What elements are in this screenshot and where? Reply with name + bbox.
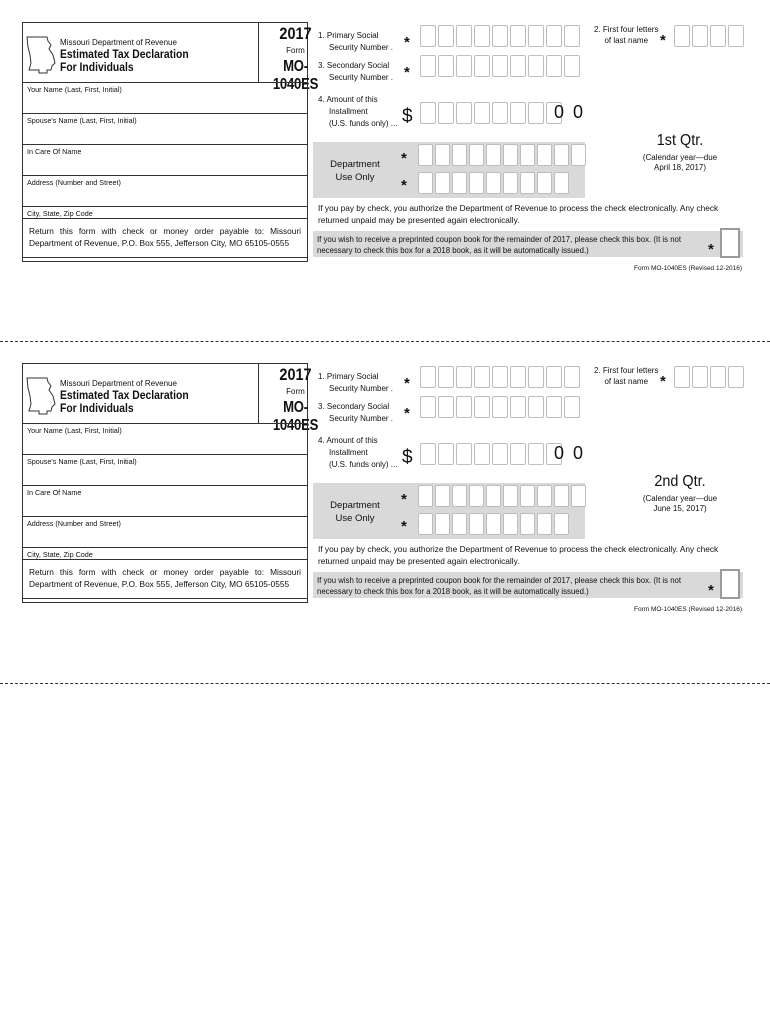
city-state-zip-field[interactable]: City, State, Zip Code: [27, 209, 93, 218]
entry-box: [571, 485, 586, 507]
entry-box: [520, 172, 535, 194]
entry-box[interactable]: [420, 443, 436, 465]
entry-box: [537, 485, 552, 507]
entry-box: [486, 144, 501, 166]
entry-box: [554, 513, 569, 535]
entry-box[interactable]: [528, 25, 544, 47]
cut-line: [0, 683, 770, 684]
entry-box[interactable]: [510, 55, 526, 77]
tax-year: 2017: [279, 24, 312, 43]
entry-box[interactable]: [510, 366, 526, 388]
entry-box[interactable]: [674, 25, 690, 47]
amount-label: 4. Amount of this Installment (U.S. funds only) ...: [318, 95, 398, 128]
entry-box: [435, 513, 450, 535]
dollar-sign: $: [402, 447, 413, 468]
check-authorization-text: If you pay by check, you authorize the Department of Revenue to process the check electronically. Any check returned unpaid may be presented again electronically.: [318, 544, 719, 566]
form-number: MO-1040ES: [272, 58, 319, 93]
entry-box[interactable]: [492, 396, 508, 418]
entry-box[interactable]: [510, 396, 526, 418]
entry-box[interactable]: [510, 443, 526, 465]
entry-box: [503, 172, 518, 194]
entry-box[interactable]: [564, 396, 580, 418]
entry-box: [503, 513, 518, 535]
entry-box[interactable]: [492, 443, 508, 465]
cents-value: 0 0: [554, 443, 586, 463]
entry-box[interactable]: [492, 25, 508, 47]
entry-box[interactable]: [456, 443, 472, 465]
voucher-2: [0, 363, 770, 683]
entry-box[interactable]: [528, 366, 544, 388]
form-title: Estimated Tax Declaration For Individuals: [60, 390, 189, 415]
entry-box[interactable]: [528, 102, 544, 124]
return-instructions: Return this form with check or money order payable to: Missouri Department of Revenue, P.O. Box 555, Jefferson City, MO 65105-0555: [22, 218, 308, 262]
entry-box: [503, 485, 518, 507]
primary-ssn-boxes[interactable]: [420, 25, 582, 47]
dept-use-boxes-1: [418, 485, 588, 507]
secondary-ssn-label: 3. Secondary Social Security Number .: [318, 61, 394, 82]
form-label: Form: [286, 46, 305, 55]
entry-box[interactable]: [474, 25, 490, 47]
cut-line: [0, 341, 770, 342]
required-star: *: [404, 64, 410, 81]
entry-box[interactable]: [474, 396, 490, 418]
quarter-label: 2nd Qtr.: [654, 473, 706, 490]
last-name-letters-label: 2. First four letters of last name: [594, 25, 659, 45]
entry-box: [418, 144, 433, 166]
entry-box[interactable]: [456, 396, 472, 418]
tax-year: 2017: [279, 365, 312, 384]
required-star: *: [401, 518, 407, 535]
department-use-label: Department Use Only: [330, 159, 380, 183]
due-date: (Calendar year—due June 15, 2017): [642, 494, 718, 513]
entry-box: [435, 172, 450, 194]
entry-box: [554, 172, 569, 194]
required-star: *: [660, 32, 666, 49]
entry-box[interactable]: [510, 102, 526, 124]
entry-box: [435, 485, 450, 507]
due-date: (Calendar year—due April 18, 2017): [642, 153, 718, 172]
required-star: *: [404, 405, 410, 422]
entry-box[interactable]: [564, 55, 580, 77]
voucher-1: [0, 22, 770, 342]
form-label: Form: [286, 387, 305, 396]
entry-box[interactable]: [438, 102, 454, 124]
entry-box[interactable]: [674, 366, 690, 388]
entry-box[interactable]: [456, 55, 472, 77]
entry-box: [486, 485, 501, 507]
entry-box[interactable]: [438, 396, 454, 418]
coupon-request-text: If you wish to receive a preprinted coupon book for the remainder of 2017, please check this box. (It is not necessary to check this box for a 2018 book, as it will be automatically issued.): [317, 576, 682, 596]
primary-ssn-label: 1. Primary Social Security Number .: [318, 372, 394, 393]
entry-box[interactable]: [420, 102, 436, 124]
coupon-book-checkbox[interactable]: [720, 228, 740, 258]
required-star: *: [404, 375, 410, 392]
entry-box[interactable]: [692, 366, 708, 388]
entry-box[interactable]: [728, 366, 744, 388]
department-name: Missouri Department of Revenue: [60, 379, 177, 388]
entry-box[interactable]: [420, 25, 436, 47]
entry-box[interactable]: [474, 366, 490, 388]
dept-use-boxes-1: [418, 144, 588, 166]
form-number: MO-1040ES: [272, 399, 319, 434]
entry-box[interactable]: [528, 443, 544, 465]
care-of-field[interactable]: In Care Of Name: [23, 145, 307, 176]
required-star: *: [401, 150, 407, 167]
entry-box: [520, 485, 535, 507]
entry-box: [452, 485, 467, 507]
entry-box[interactable]: [492, 366, 508, 388]
entry-box[interactable]: [492, 102, 508, 124]
required-star: *: [660, 373, 666, 390]
entry-box: [520, 513, 535, 535]
entry-box[interactable]: [564, 366, 580, 388]
entry-box[interactable]: [474, 102, 490, 124]
entry-box: [452, 172, 467, 194]
dept-use-boxes-2: [418, 172, 571, 194]
amount-boxes[interactable]: [420, 443, 564, 465]
quarter-label: 1st Qtr.: [656, 132, 704, 149]
entry-box: [452, 513, 467, 535]
entry-box[interactable]: [710, 366, 726, 388]
entry-box[interactable]: [546, 366, 562, 388]
required-star: *: [708, 582, 714, 599]
entry-box[interactable]: [420, 366, 436, 388]
last-name-letter-boxes[interactable]: [674, 25, 746, 47]
entry-box: [486, 172, 501, 194]
entry-box: [469, 513, 484, 535]
return-instructions: Return this form with check or money order payable to: Missouri Department of Revenue, P.O. Box 555, Jefferson City, MO 65105-0555: [22, 559, 308, 603]
entry-box[interactable]: [492, 55, 508, 77]
entry-box[interactable]: [474, 443, 490, 465]
dept-use-boxes-2: [418, 513, 571, 535]
department-name: Missouri Department of Revenue: [60, 38, 177, 47]
dollar-sign: $: [402, 106, 413, 127]
entry-box: [418, 172, 433, 194]
required-star: *: [401, 491, 407, 508]
your-name-field[interactable]: Your Name (Last, First, Initial): [23, 83, 307, 114]
check-authorization-text: If you pay by check, you authorize the Department of Revenue to process the check electronically. Any check returned unpaid may be presented again electronically.: [318, 203, 719, 225]
form-revision: Form MO-1040ES (Revised 12-2016): [633, 265, 742, 272]
secondary-ssn-boxes[interactable]: [420, 396, 582, 418]
secondary-ssn-label: 3. Secondary Social Security Number .: [318, 402, 394, 423]
entry-box: [418, 513, 433, 535]
missouri-state-icon: [25, 374, 57, 416]
amount-label: 4. Amount of this Installment (U.S. funds only) ...: [318, 436, 398, 469]
entry-box[interactable]: [510, 25, 526, 47]
entry-box: [554, 485, 569, 507]
entry-box: [537, 513, 552, 535]
your-name-field[interactable]: Your Name (Last, First, Initial): [23, 424, 307, 455]
entry-box: [452, 144, 467, 166]
entry-box[interactable]: [728, 25, 744, 47]
entry-box: [520, 144, 535, 166]
entry-box[interactable]: [564, 25, 580, 47]
care-of-field[interactable]: In Care Of Name: [23, 486, 307, 517]
entry-box: [418, 485, 433, 507]
amount-boxes[interactable]: [420, 102, 564, 124]
form-revision: Form MO-1040ES (Revised 12-2016): [633, 606, 742, 613]
required-star: *: [404, 34, 410, 51]
last-name-letter-boxes[interactable]: [674, 366, 746, 388]
entry-box[interactable]: [456, 25, 472, 47]
entry-box: [503, 144, 518, 166]
coupon-request-text: If you wish to receive a preprinted coupon book for the remainder of 2017, please check this box. (It is not necessary to check this box for a 2018 book, as it will be automatically issued.): [317, 235, 682, 255]
entry-box[interactable]: [420, 55, 436, 77]
entry-box: [537, 172, 552, 194]
city-state-zip-field[interactable]: City, State, Zip Code: [27, 550, 93, 559]
entry-box: [469, 485, 484, 507]
entry-box[interactable]: [546, 396, 562, 418]
entry-box: [537, 144, 552, 166]
coupon-book-checkbox[interactable]: [720, 569, 740, 599]
entry-box[interactable]: [546, 55, 562, 77]
entry-box[interactable]: [438, 443, 454, 465]
department-use-label: Department Use Only: [330, 500, 380, 524]
entry-box[interactable]: [438, 55, 454, 77]
last-name-letters-label: 2. First four letters of last name: [594, 366, 659, 386]
entry-box[interactable]: [528, 55, 544, 77]
entry-box[interactable]: [546, 25, 562, 47]
required-star: *: [401, 177, 407, 194]
cents-value: 0 0: [554, 102, 586, 122]
required-star: *: [708, 241, 714, 258]
entry-box[interactable]: [438, 25, 454, 47]
primary-ssn-label: 1. Primary Social Security Number .: [318, 31, 394, 52]
entry-box: [571, 144, 586, 166]
spouse-name-field[interactable]: Spouse's Name (Last, First, Initial): [23, 455, 307, 486]
secondary-ssn-boxes[interactable]: [420, 55, 582, 77]
entry-box: [486, 513, 501, 535]
missouri-state-icon: [25, 33, 57, 75]
entry-box: [435, 144, 450, 166]
spouse-name-field[interactable]: Spouse's Name (Last, First, Initial): [23, 114, 307, 145]
entry-box: [469, 172, 484, 194]
address-field[interactable]: Address (Number and Street): [23, 517, 307, 548]
entry-box: [469, 144, 484, 166]
entry-box[interactable]: [456, 102, 472, 124]
entry-box[interactable]: [438, 366, 454, 388]
entry-box[interactable]: [710, 25, 726, 47]
entry-box[interactable]: [474, 55, 490, 77]
entry-box[interactable]: [420, 396, 436, 418]
form-title: Estimated Tax Declaration For Individuals: [60, 49, 189, 74]
primary-ssn-boxes[interactable]: [420, 366, 582, 388]
entry-box[interactable]: [528, 396, 544, 418]
entry-box: [554, 144, 569, 166]
address-field[interactable]: Address (Number and Street): [23, 176, 307, 207]
entry-box[interactable]: [456, 366, 472, 388]
entry-box[interactable]: [692, 25, 708, 47]
